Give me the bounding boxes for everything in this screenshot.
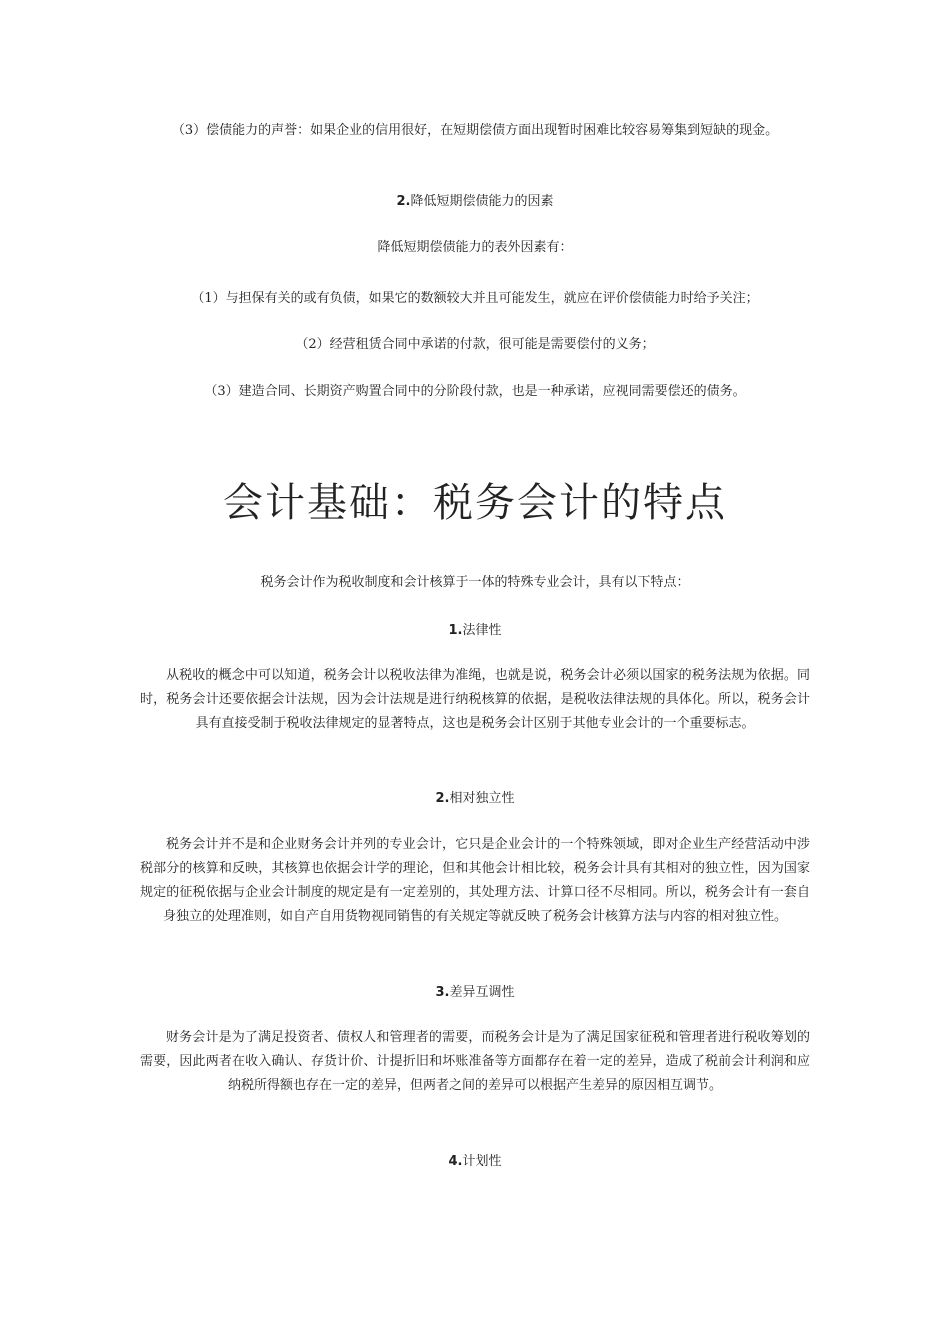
section-heading-text: 计划性 — [462, 1154, 502, 1169]
factor-3: （3）建造合同、长期资产购置合同中的分阶段付款，也是一种承诺，应视同需要偿还的债务。 — [204, 384, 746, 399]
article-title: 会计基础：税务会计的特点 — [223, 480, 727, 526]
subheading-text: 降低短期偿债能力的因素 — [410, 194, 554, 209]
section-heading-independence — [140, 787, 810, 811]
section-heading-text: 相对独立性 — [449, 791, 515, 806]
subheading-number: 2. — [396, 194, 411, 209]
off-balance-intro: 降低短期偿债能力的表外因素有： — [377, 240, 573, 255]
factor-1: （1）与担保有关的或有负债，如果它的数额较大并且可能发生，就应在评价偿债能力时给予关注； — [191, 291, 759, 306]
item-reputation: （3）偿债能力的声誉：如果企业的信用很好，在短期偿债方面出现暂时困难比较容易筹集到短缺的现金。 — [171, 123, 779, 138]
section-body-legal: 从税收的概念中可以知道，税务会计以税收法律为准绳，也就是说，税务会计必须以国家的税务法规为依据。同时，税务会计还要依据会计法规，因为会计法规是进行纳税核算的依据，是税收法律法规的具体化。所以，税务会计具有直接受制于税收法律规定的显著特点，这也是税务会计区别于其他专业会计的一个重要标志。 — [140, 668, 810, 731]
section-number: 2. — [435, 791, 450, 806]
section-heading-legal — [140, 619, 810, 643]
section-body-independence: 税务会计并不是和企业财务会计并列的专业会计，它只是企业会计的一个特殊领域，即对企业生产经营活动中涉税部分的核算和反映，其核算也依据会计学的理论，但和其他会计相比较，税务会计具有其相对的独立性，因为国家规定的征税依据与企业会计制度的规定是有一定差别的，其处理方法、计算口径不尽相同。所以，税务会计有一套自身独立的处理准则，如自产自用货物视同销售的有关规定等就反映了税务会计核算方法与内容的相对独立性。 — [140, 837, 810, 924]
section-number: 4. — [448, 1154, 463, 1169]
section-heading-text: 差异互调性 — [449, 985, 515, 1000]
factor-2: （2）经营租赁合同中承诺的付款，很可能是需要偿付的义务； — [295, 337, 655, 352]
section-heading-text: 法律性 — [462, 623, 502, 638]
section-heading-difference — [140, 981, 810, 1005]
section-number: 3. — [435, 985, 450, 1000]
section-heading-planning — [140, 1150, 810, 1174]
subheading-reducing-factors — [140, 190, 810, 214]
section-number: 1. — [448, 623, 463, 638]
article-intro: 税务会计作为税收制度和会计核算于一体的特殊专业会计，具有以下特点： — [260, 575, 690, 590]
section-body-difference: 财务会计是为了满足投资者、债权人和管理者的需要，而税务会计是为了满足国家征税和管理者进行税收筹划的需要，因此两者在收入确认、存货计价、计提折旧和坏账准备等方面都存在着一定的差异，造成了税前会计利润和应纳税所得额也存在一定的差异，但两者之间的差异可以根据产生差异的原因相互调节。 — [140, 1030, 810, 1093]
